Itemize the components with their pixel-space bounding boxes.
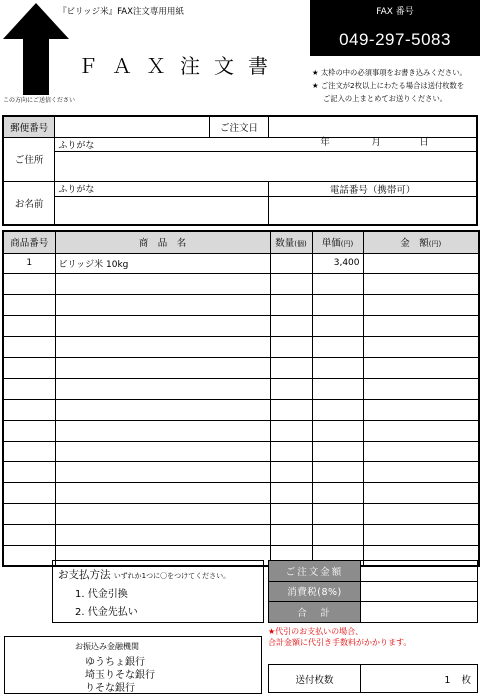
qty-header-label: 数量 <box>275 238 295 250</box>
item-amount-cell[interactable] <box>363 483 479 504</box>
payment-instruction: いずれか1つに〇をつけてください。 <box>113 572 231 580</box>
item-qty-cell[interactable] <box>270 483 312 504</box>
item-qty-cell[interactable] <box>270 316 312 337</box>
column-header-price <box>312 231 363 253</box>
item-qty-cell[interactable] <box>270 337 312 358</box>
form-label: 『ビリッジ米』FAX注文専用用紙 <box>58 7 184 17</box>
phone-field[interactable] <box>269 196 477 225</box>
item-code-cell[interactable] <box>3 504 55 525</box>
item-amount-cell[interactable] <box>363 253 479 274</box>
item-qty-cell[interactable] <box>270 378 312 399</box>
item-code-cell[interactable] <box>3 357 55 378</box>
bank-info-box <box>4 636 262 694</box>
notice-line-2: ★ ご注文が2枚以上にわたる場合は送付枚数を <box>312 81 465 90</box>
item-price-cell[interactable] <box>312 295 363 316</box>
table-row <box>3 462 479 483</box>
table-row <box>3 420 479 441</box>
bank-name-3: りそな銀行 <box>85 683 135 694</box>
cod-fee-note <box>268 626 411 648</box>
item-price-cell[interactable] <box>312 337 363 358</box>
table-row <box>3 253 479 274</box>
item-qty-cell[interactable] <box>270 295 312 316</box>
item-amount-cell[interactable] <box>363 316 479 337</box>
bank-name-2: 埼玉りそな銀行 <box>85 670 155 681</box>
address-furigana-label: ふりがな <box>55 137 477 151</box>
cod-note-line-1: ★代引のお支払いの場合、 <box>268 627 364 636</box>
order-date-field[interactable] <box>269 116 477 148</box>
item-code-cell[interactable] <box>3 545 55 566</box>
item-code-cell[interactable] <box>3 420 55 441</box>
item-code-cell[interactable] <box>3 441 55 462</box>
item-name-cell[interactable] <box>55 441 270 462</box>
item-name-cell[interactable] <box>55 274 270 295</box>
tax-field[interactable] <box>361 581 478 602</box>
item-price-cell[interactable] <box>312 420 363 441</box>
notice-line-1: ★ 太枠の中の必須事項をお書き込みください。 <box>312 68 467 77</box>
totals-table <box>268 560 478 623</box>
item-amount-cell[interactable] <box>363 337 479 358</box>
item-code-cell[interactable] <box>3 274 55 295</box>
item-name-cell[interactable] <box>55 483 270 504</box>
item-price-cell[interactable] <box>312 378 363 399</box>
item-name-cell[interactable]: ビリッジ米 10kg <box>55 253 270 274</box>
item-name-cell[interactable] <box>55 337 270 358</box>
pages-label: 送付枚数 <box>269 665 361 693</box>
item-price-cell[interactable]: 3,400 <box>312 253 363 274</box>
notice-line-3: ご記入の上まとめてお送りください。 <box>323 94 448 103</box>
table-row <box>3 378 479 399</box>
payment-option-cod[interactable]: 1. 代金引換 <box>75 589 128 600</box>
table-row <box>3 441 479 462</box>
item-price-cell[interactable] <box>312 504 363 525</box>
table-row <box>3 357 479 378</box>
table-row <box>3 399 479 420</box>
name-field[interactable] <box>55 196 269 225</box>
item-code-cell[interactable] <box>3 483 55 504</box>
table-row <box>3 337 479 358</box>
column-header-amount <box>363 231 479 253</box>
year-label: 年 <box>320 136 330 148</box>
item-amount-cell[interactable] <box>363 295 479 316</box>
item-code-cell[interactable] <box>3 462 55 483</box>
month-label: 月 <box>371 136 381 148</box>
name-label: お名前 <box>3 181 55 225</box>
item-amount-cell[interactable] <box>363 441 479 462</box>
fax-number: 049-297-5083 <box>339 30 451 49</box>
item-price-cell[interactable] <box>312 483 363 504</box>
item-qty-cell[interactable] <box>270 420 312 441</box>
order-date-label: ご注文日 <box>209 116 269 137</box>
order-total-label: ご注文金額 <box>269 561 361 582</box>
item-qty-cell[interactable] <box>270 357 312 378</box>
item-amount-cell[interactable] <box>363 274 479 295</box>
payment-option-prepay[interactable]: 2. 代金先払い <box>75 607 138 618</box>
table-row <box>3 316 479 337</box>
address-field[interactable] <box>55 151 477 181</box>
tax-label: 消費税(8%) <box>269 581 361 602</box>
fax-label: FAX 番号 <box>376 7 414 17</box>
send-direction-note: この方向にご送信ください <box>3 97 76 104</box>
page-title: ＦＡＸ注文書 <box>78 54 282 78</box>
price-header-label: 単価 <box>321 238 341 250</box>
amount-header-label: 金 額 <box>400 238 429 250</box>
item-qty-cell[interactable] <box>270 462 312 483</box>
item-name-cell[interactable] <box>55 295 270 316</box>
pages-value: 1 <box>444 674 451 686</box>
table-row <box>3 504 479 525</box>
item-amount-cell[interactable] <box>363 504 479 525</box>
item-code-cell[interactable] <box>3 337 55 358</box>
payment-title: お支払方法 <box>58 569 111 581</box>
item-qty-cell[interactable] <box>270 274 312 295</box>
item-code-cell[interactable]: 1 <box>3 253 55 274</box>
item-code-cell[interactable] <box>3 316 55 337</box>
payment-method-box <box>52 560 264 623</box>
column-header-qty <box>270 231 312 253</box>
item-name-cell[interactable] <box>55 378 270 399</box>
item-amount-cell[interactable] <box>363 357 479 378</box>
item-price-cell[interactable] <box>312 274 363 295</box>
item-price-cell[interactable] <box>312 462 363 483</box>
item-name-cell[interactable] <box>55 420 270 441</box>
fax-number-box <box>310 0 480 56</box>
cod-note-line-2: 合計金額に代引き手数料がかかります。 <box>268 638 412 647</box>
customer-info-table <box>2 115 478 226</box>
pages-field[interactable] <box>361 665 478 693</box>
item-code-cell[interactable] <box>3 295 55 316</box>
item-amount-cell[interactable] <box>363 525 479 546</box>
bank-name-1: ゆうちょ銀行 <box>85 657 145 668</box>
item-code-cell[interactable] <box>3 399 55 420</box>
day-label: 日 <box>419 136 429 148</box>
table-row <box>3 295 479 316</box>
item-name-cell[interactable] <box>55 357 270 378</box>
item-code-cell[interactable] <box>3 525 55 546</box>
item-qty-cell[interactable] <box>270 399 312 420</box>
table-row <box>3 525 479 546</box>
table-row <box>3 274 479 295</box>
item-amount-cell[interactable] <box>363 420 479 441</box>
name-furigana-label: ふりがな <box>55 181 269 196</box>
pages-unit: 枚 <box>461 674 471 686</box>
item-amount-cell[interactable] <box>363 399 479 420</box>
item-qty-cell[interactable] <box>270 525 312 546</box>
price-unit: (円) <box>340 240 354 249</box>
item-qty-cell[interactable] <box>270 504 312 525</box>
address-label: ご住所 <box>3 137 55 181</box>
phone-label: 電話番号（携帯可） <box>269 181 477 196</box>
pages-count-table <box>268 664 478 693</box>
item-name-cell[interactable] <box>55 399 270 420</box>
item-name-cell[interactable] <box>55 525 270 546</box>
order-total-field[interactable] <box>361 561 478 582</box>
item-qty-cell[interactable] <box>270 253 312 274</box>
item-qty-cell[interactable] <box>270 441 312 462</box>
table-row <box>3 483 479 504</box>
bank-title: お振込み金融機関 <box>75 642 139 651</box>
item-name-cell[interactable] <box>55 316 270 337</box>
item-name-cell[interactable] <box>55 462 270 483</box>
amount-unit: (円) <box>428 240 442 249</box>
item-amount-cell[interactable] <box>363 462 479 483</box>
item-price-cell[interactable] <box>312 399 363 420</box>
column-header-name: 商 品 名 <box>55 231 270 253</box>
qty-unit: (個) <box>294 240 307 249</box>
grand-total-field[interactable] <box>361 602 478 623</box>
order-items-table <box>2 230 480 567</box>
item-price-cell[interactable] <box>312 316 363 337</box>
item-code-cell[interactable] <box>3 378 55 399</box>
payment-heading <box>58 567 230 582</box>
item-price-cell[interactable] <box>312 525 363 546</box>
postal-code-field[interactable] <box>55 116 209 137</box>
item-amount-cell[interactable] <box>363 378 479 399</box>
column-header-code: 商品番号 <box>3 231 55 253</box>
item-price-cell[interactable] <box>312 357 363 378</box>
item-name-cell[interactable] <box>55 504 270 525</box>
postal-code-label: 郵便番号 <box>3 116 55 137</box>
item-price-cell[interactable] <box>312 441 363 462</box>
grand-total-label: 合 計 <box>269 602 361 623</box>
